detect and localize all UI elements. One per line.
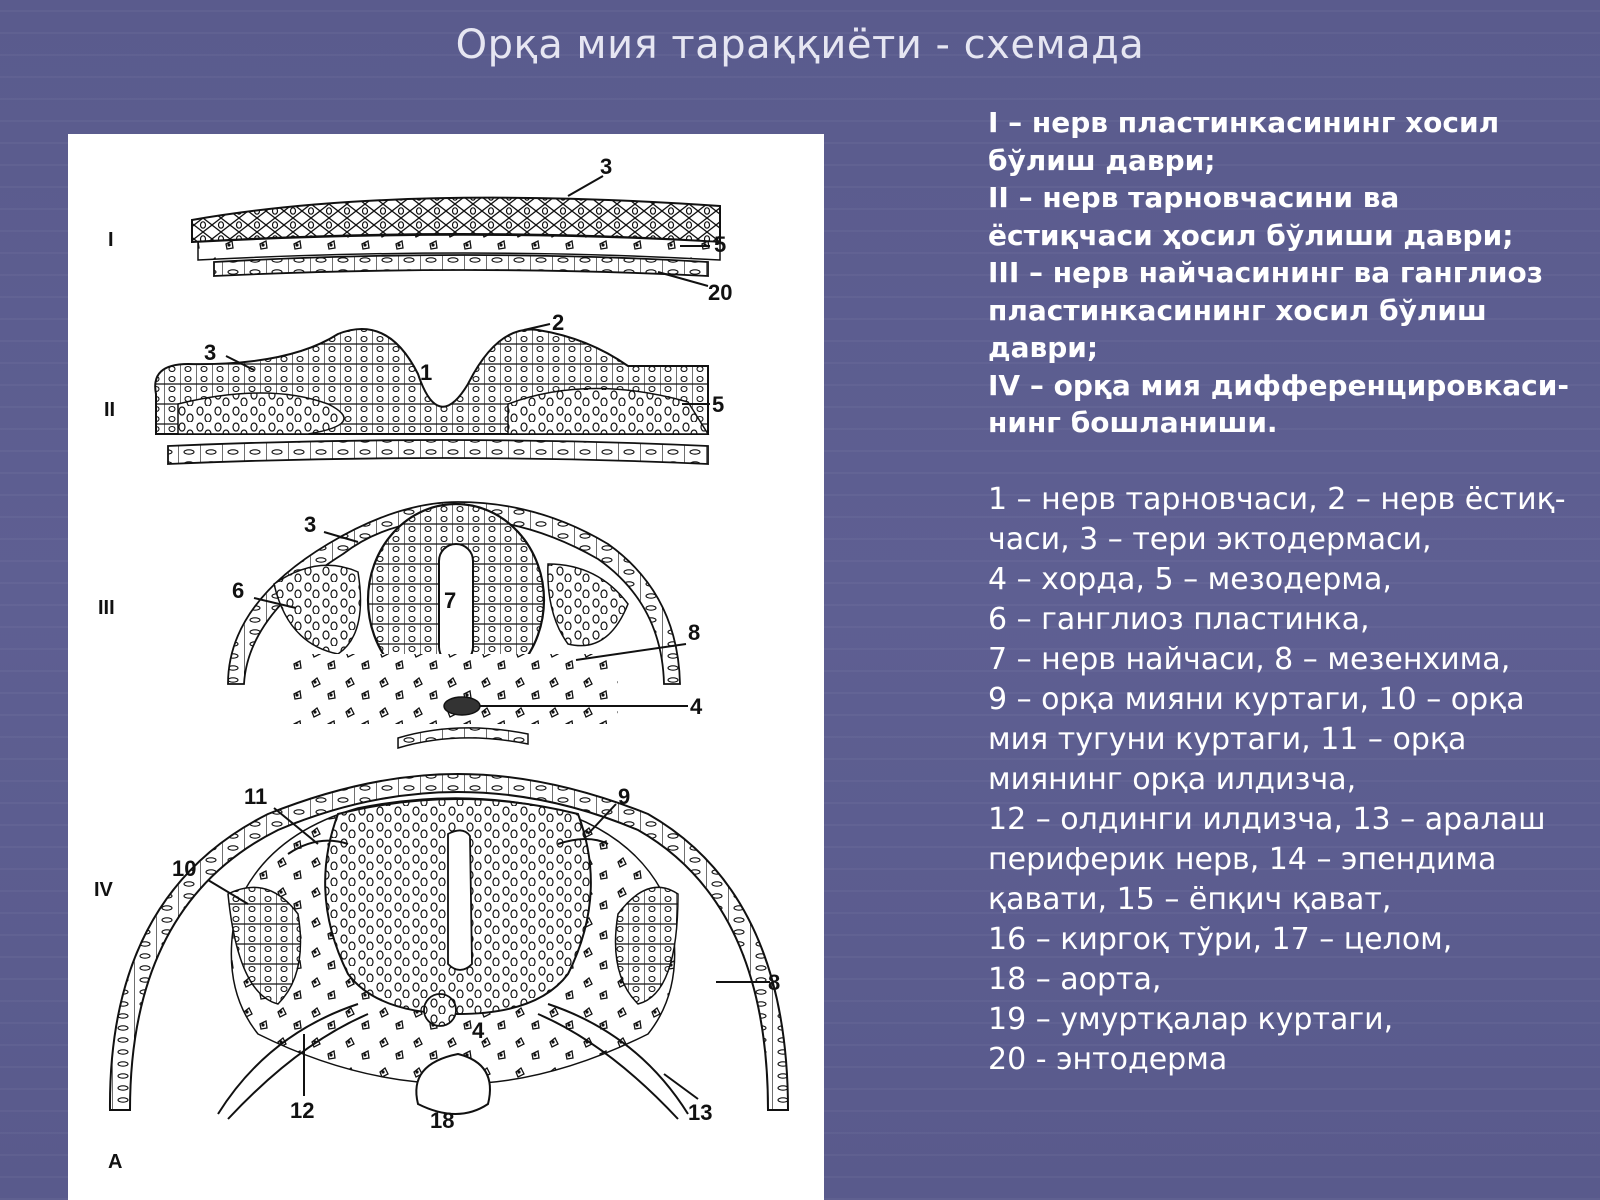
- label-12: 12: [290, 1098, 315, 1123]
- stage-i-drawing: [192, 176, 720, 286]
- label-7: 7: [444, 588, 457, 613]
- legend-line: 19 – умуртқалар куртаги,: [988, 1002, 1394, 1037]
- label-8-stage-iii: 8: [688, 620, 701, 645]
- legend-line: 7 – нерв найчаси, 8 – мезенхима,: [988, 642, 1511, 677]
- label-9: 9: [618, 784, 631, 809]
- legend-line: 9 – орқа мияни куртаги, 10 – орқа: [988, 682, 1525, 717]
- stage-ii-drawing: [155, 324, 710, 464]
- numbered-legend: [988, 480, 1588, 1080]
- legend-line: 16 – киргоқ тўри, 17 – целом,: [988, 922, 1453, 957]
- legend-line: қавати, 15 – ёпқич қават,: [988, 882, 1392, 917]
- stages-line: ёстиқчаси ҳосил бўлиши даври;: [988, 218, 1514, 252]
- label-6: 6: [232, 578, 245, 603]
- stage-marker-iv: IV: [94, 879, 113, 901]
- label-8-stage-iv: 8: [768, 970, 781, 995]
- legend-line: 18 – аорта,: [988, 962, 1162, 997]
- legend-line: 6 – ганглиоз пластинка,: [988, 602, 1370, 637]
- stages-line: III – нерв найчасининг ва ганглиоз: [988, 256, 1543, 289]
- label-11: 11: [244, 784, 268, 809]
- label-4-stage-iii: 4: [690, 694, 703, 719]
- stages-line: пластинкасининг хосил бўлиш: [988, 293, 1487, 327]
- stages-line: II – нерв тарновчасини ва: [988, 181, 1400, 214]
- label-13: 13: [688, 1100, 713, 1125]
- label-20: 20: [708, 280, 733, 305]
- spinal-cord-development-figure: [68, 134, 824, 1200]
- stage-marker-iii: III: [98, 597, 115, 619]
- stages-line: бўлиш даври;: [988, 143, 1216, 177]
- legend-line: 20 - энтодерма: [988, 1042, 1228, 1077]
- label-5-stage-i: 5: [714, 232, 727, 257]
- stages-description: [988, 104, 1588, 442]
- label-5-stage-ii: 5: [712, 392, 725, 417]
- legend-line: периферик нерв, 14 – эпендима: [988, 842, 1497, 877]
- label-18: 18: [430, 1108, 455, 1133]
- label-3-stage-i: 3: [600, 154, 613, 179]
- stage-marker-ii: II: [104, 399, 116, 421]
- legend-line: миянинг орқа илдизча,: [988, 762, 1357, 797]
- stage-iii-drawing: [228, 502, 688, 748]
- label-1: 1: [420, 360, 433, 385]
- label-3-stage-ii: 3: [204, 340, 217, 365]
- stage-iv-drawing: [110, 774, 788, 1119]
- stages-line: нинг бошланиши.: [988, 406, 1278, 439]
- legend-line: мия тугуни куртаги, 11 – орқа: [988, 722, 1467, 757]
- label-3-stage-iii: 3: [304, 512, 317, 537]
- label-10: 10: [172, 856, 197, 881]
- legend-line: 4 – хорда, 5 – мезодерма,: [988, 562, 1392, 597]
- stages-line: IV – орқа мия дифференцировкаси-: [988, 368, 1570, 402]
- label-2: 2: [552, 310, 565, 335]
- legend-line: 12 – олдинги илдизча, 13 – аралаш: [988, 802, 1546, 837]
- slide-title: Орқа мия тараққиёти - схемада: [455, 22, 1145, 68]
- figure-drawing: [68, 134, 824, 1200]
- stages-line: даври;: [988, 331, 1099, 364]
- panel-letter: A: [108, 1151, 123, 1173]
- stage-marker-i: I: [108, 229, 114, 251]
- label-4-stage-iv: 4: [472, 1018, 485, 1043]
- legend-line: часи, 3 – тери эктодермаси,: [988, 522, 1432, 557]
- legend-line: 1 – нерв тарновчаси, 2 – нерв ёстиқ-: [988, 482, 1566, 517]
- stages-line: I – нерв пластинкасининг хосил: [988, 106, 1500, 139]
